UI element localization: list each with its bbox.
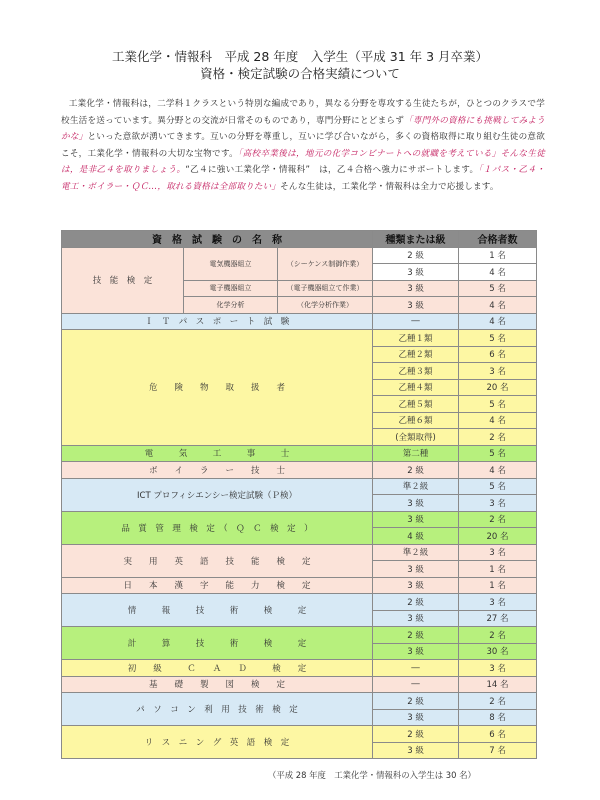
- intro-emphasis-1: 「専門外の資格にも挑戦してみようかな」: [61, 115, 545, 142]
- row-grade: 3 級: [373, 511, 459, 528]
- row-name: 初 級 Ｃ Ａ Ｄ 検 定: [62, 660, 373, 677]
- row-grade: 3 級: [373, 709, 459, 726]
- row-count: 4 名: [459, 264, 537, 281]
- row-name: パ ソ コ ン 利 用 技 術 検 定: [62, 693, 373, 726]
- row-grade: 乙種４類: [373, 379, 459, 396]
- row-count: 3 名: [459, 363, 537, 380]
- row-subdetail: （シーケンス制御作業）: [278, 247, 373, 280]
- row-count: 4 名: [459, 297, 537, 314]
- table-row: [62, 627, 537, 644]
- table-row: [62, 577, 537, 594]
- row-name: ICT プロフィシエンシー検定試験（Ｐ検）: [62, 478, 373, 511]
- row-grade: 2 級: [373, 462, 459, 479]
- table-row: [62, 462, 537, 479]
- intro-text-3: “乙４に強い工業化学・情報科” は，乙４合格へ強力にサポートします。: [185, 165, 479, 175]
- row-count: 2 名: [459, 429, 537, 446]
- row-count: 8 名: [459, 709, 537, 726]
- row-grade: 3 級: [373, 610, 459, 627]
- intro-text-4: そんな生徒は，工業化学・情報科は全力で応援します。: [280, 181, 499, 192]
- row-grade: 3 級: [373, 264, 459, 281]
- footer-note: （平成 28 年度 工業化学・情報科の入学生は 30 名）: [268, 770, 476, 780]
- row-name: 日 本 漢 字 能 力 検 定: [62, 577, 373, 594]
- table-row: [62, 313, 537, 330]
- row-count: 4 名: [459, 313, 537, 330]
- row-grade: 3 級: [373, 280, 459, 297]
- row-name: ボ イ ラ ー 技 士: [62, 462, 373, 479]
- row-grade: ―: [373, 313, 459, 330]
- row-name: 電 気 工 事 士: [62, 445, 373, 462]
- row-count: 7 名: [459, 742, 537, 759]
- row-grade: 3 級: [373, 297, 459, 314]
- row-name: 基 礎 製 図 検 定: [62, 676, 373, 693]
- row-grade: 乙種１類: [373, 330, 459, 347]
- row-grade: 準２級: [373, 544, 459, 561]
- table-row: [62, 676, 537, 693]
- results-table: [61, 230, 537, 759]
- row-count: 5 名: [459, 280, 537, 297]
- table-row: [62, 693, 537, 710]
- row-count: 2 名: [459, 511, 537, 528]
- row-name: 実 用 英 語 技 能 検 定: [62, 544, 373, 577]
- row-grade: 3 級: [373, 742, 459, 759]
- header-grade: 種類または級: [373, 231, 459, 248]
- row-count: 2 名: [459, 627, 537, 644]
- intro-text-2: といった意欲が湧いてきます。互いの分野を尊重し，互いに学び合いながら，多くの資格取得に取り組む生徒の意欲こそ，工業化学・情報科の大切な宝物です。: [61, 132, 545, 159]
- row-subdetail: （化学分析作業）: [278, 297, 373, 314]
- document-title: 工業化学・情報科 平成 28 年度 入学生（平成 31 年 3 月卒業）: [111, 49, 489, 64]
- row-subdetail: （電子機器組立て作業）: [278, 280, 373, 297]
- row-count: 20 名: [459, 528, 537, 545]
- row-grade: 3 級: [373, 577, 459, 594]
- table-row: [62, 726, 537, 743]
- row-grade: 準２級: [373, 478, 459, 495]
- row-grade: 2 級: [373, 693, 459, 710]
- row-grade: 2 級: [373, 726, 459, 743]
- row-count: 2 名: [459, 693, 537, 710]
- document-subtitle: 資格・検定試験の合格実績について: [200, 66, 400, 81]
- row-count: 1 名: [459, 247, 537, 264]
- row-grade: ―: [373, 660, 459, 677]
- table-row: [62, 330, 537, 347]
- row-count: 27 名: [459, 610, 537, 627]
- row-count: 3 名: [459, 544, 537, 561]
- row-grade: 乙種３類: [373, 363, 459, 380]
- row-grade: 3 級: [373, 643, 459, 660]
- table-row: [62, 660, 537, 677]
- row-subname: 電気機器組立: [184, 247, 278, 280]
- row-count: 14 名: [459, 676, 537, 693]
- row-count: 6 名: [459, 346, 537, 363]
- row-count: 4 名: [459, 412, 537, 429]
- row-count: 3 名: [459, 660, 537, 677]
- table-row: [62, 445, 537, 462]
- row-name: 技 能 検 定: [62, 247, 184, 313]
- row-grade: 4 級: [373, 528, 459, 545]
- intro-paragraph: [61, 96, 545, 195]
- row-count: 5 名: [459, 330, 537, 347]
- row-grade: (全類取得): [373, 429, 459, 446]
- row-name: 計 算 技 術 検 定: [62, 627, 373, 660]
- row-grade: 乙種６類: [373, 412, 459, 429]
- row-count: 5 名: [459, 445, 537, 462]
- table-row: [62, 594, 537, 611]
- intro-emphasis-2: 「高校卒業後は，地元の化学コンビナートへの就職を考えている」そんな生徒は，是非乙４を取りましょう。: [61, 148, 545, 175]
- table-row: [62, 511, 537, 528]
- row-count: 5 名: [459, 478, 537, 495]
- row-count: 1 名: [459, 561, 537, 578]
- table-row: [62, 544, 537, 561]
- row-grade: 3 級: [373, 495, 459, 512]
- row-name: 品 質 管 理 検 定 （ Ｑ Ｃ 検 定 ）: [62, 511, 373, 544]
- row-count: 5 名: [459, 396, 537, 413]
- row-subname: 化学分析: [184, 297, 278, 314]
- row-grade: 乙種５類: [373, 396, 459, 413]
- row-grade: 2 級: [373, 594, 459, 611]
- row-grade: 3 級: [373, 561, 459, 578]
- table-row: [62, 247, 537, 264]
- row-count: 3 名: [459, 594, 537, 611]
- row-count: 3 名: [459, 495, 537, 512]
- row-count: 6 名: [459, 726, 537, 743]
- row-count: 30 名: [459, 643, 537, 660]
- row-count: 1 名: [459, 577, 537, 594]
- table-header-row: [62, 231, 537, 248]
- row-grade: 2 級: [373, 247, 459, 264]
- header-name: 資 格 試 験 の 名 称: [62, 231, 373, 248]
- intro-emphasis-3: 「１パス・乙４・電工・ボイラー・ＱＣ…，取れる資格は全部取りたい」: [61, 165, 545, 192]
- row-grade: 第二種: [373, 445, 459, 462]
- row-count: 20 名: [459, 379, 537, 396]
- row-subname: 電子機器組立: [184, 280, 278, 297]
- row-count: 4 名: [459, 462, 537, 479]
- row-name: 情 報 技 術 検 定: [62, 594, 373, 627]
- intro-text-1: 工業化学・情報科は，二学科１クラスという特別な編成であり，異なる分野を専攻する生徒たちが，ひとつのクラスで学校生活を送っています。異分野との交流が日常そのものであり，専門分野にとどまらず: [61, 99, 545, 126]
- row-name: リ ス ニ ン グ 英 語 検 定: [62, 726, 373, 759]
- header-count: 合格者数: [459, 231, 537, 248]
- row-name: 危 険 物 取 扱 者: [62, 330, 373, 446]
- row-name: Ｉ Ｔ パ ス ポ ー ト 試 験: [62, 313, 373, 330]
- row-grade: 2 級: [373, 627, 459, 644]
- row-grade: 乙種２類: [373, 346, 459, 363]
- table-row: [62, 478, 537, 495]
- row-grade: ―: [373, 676, 459, 693]
